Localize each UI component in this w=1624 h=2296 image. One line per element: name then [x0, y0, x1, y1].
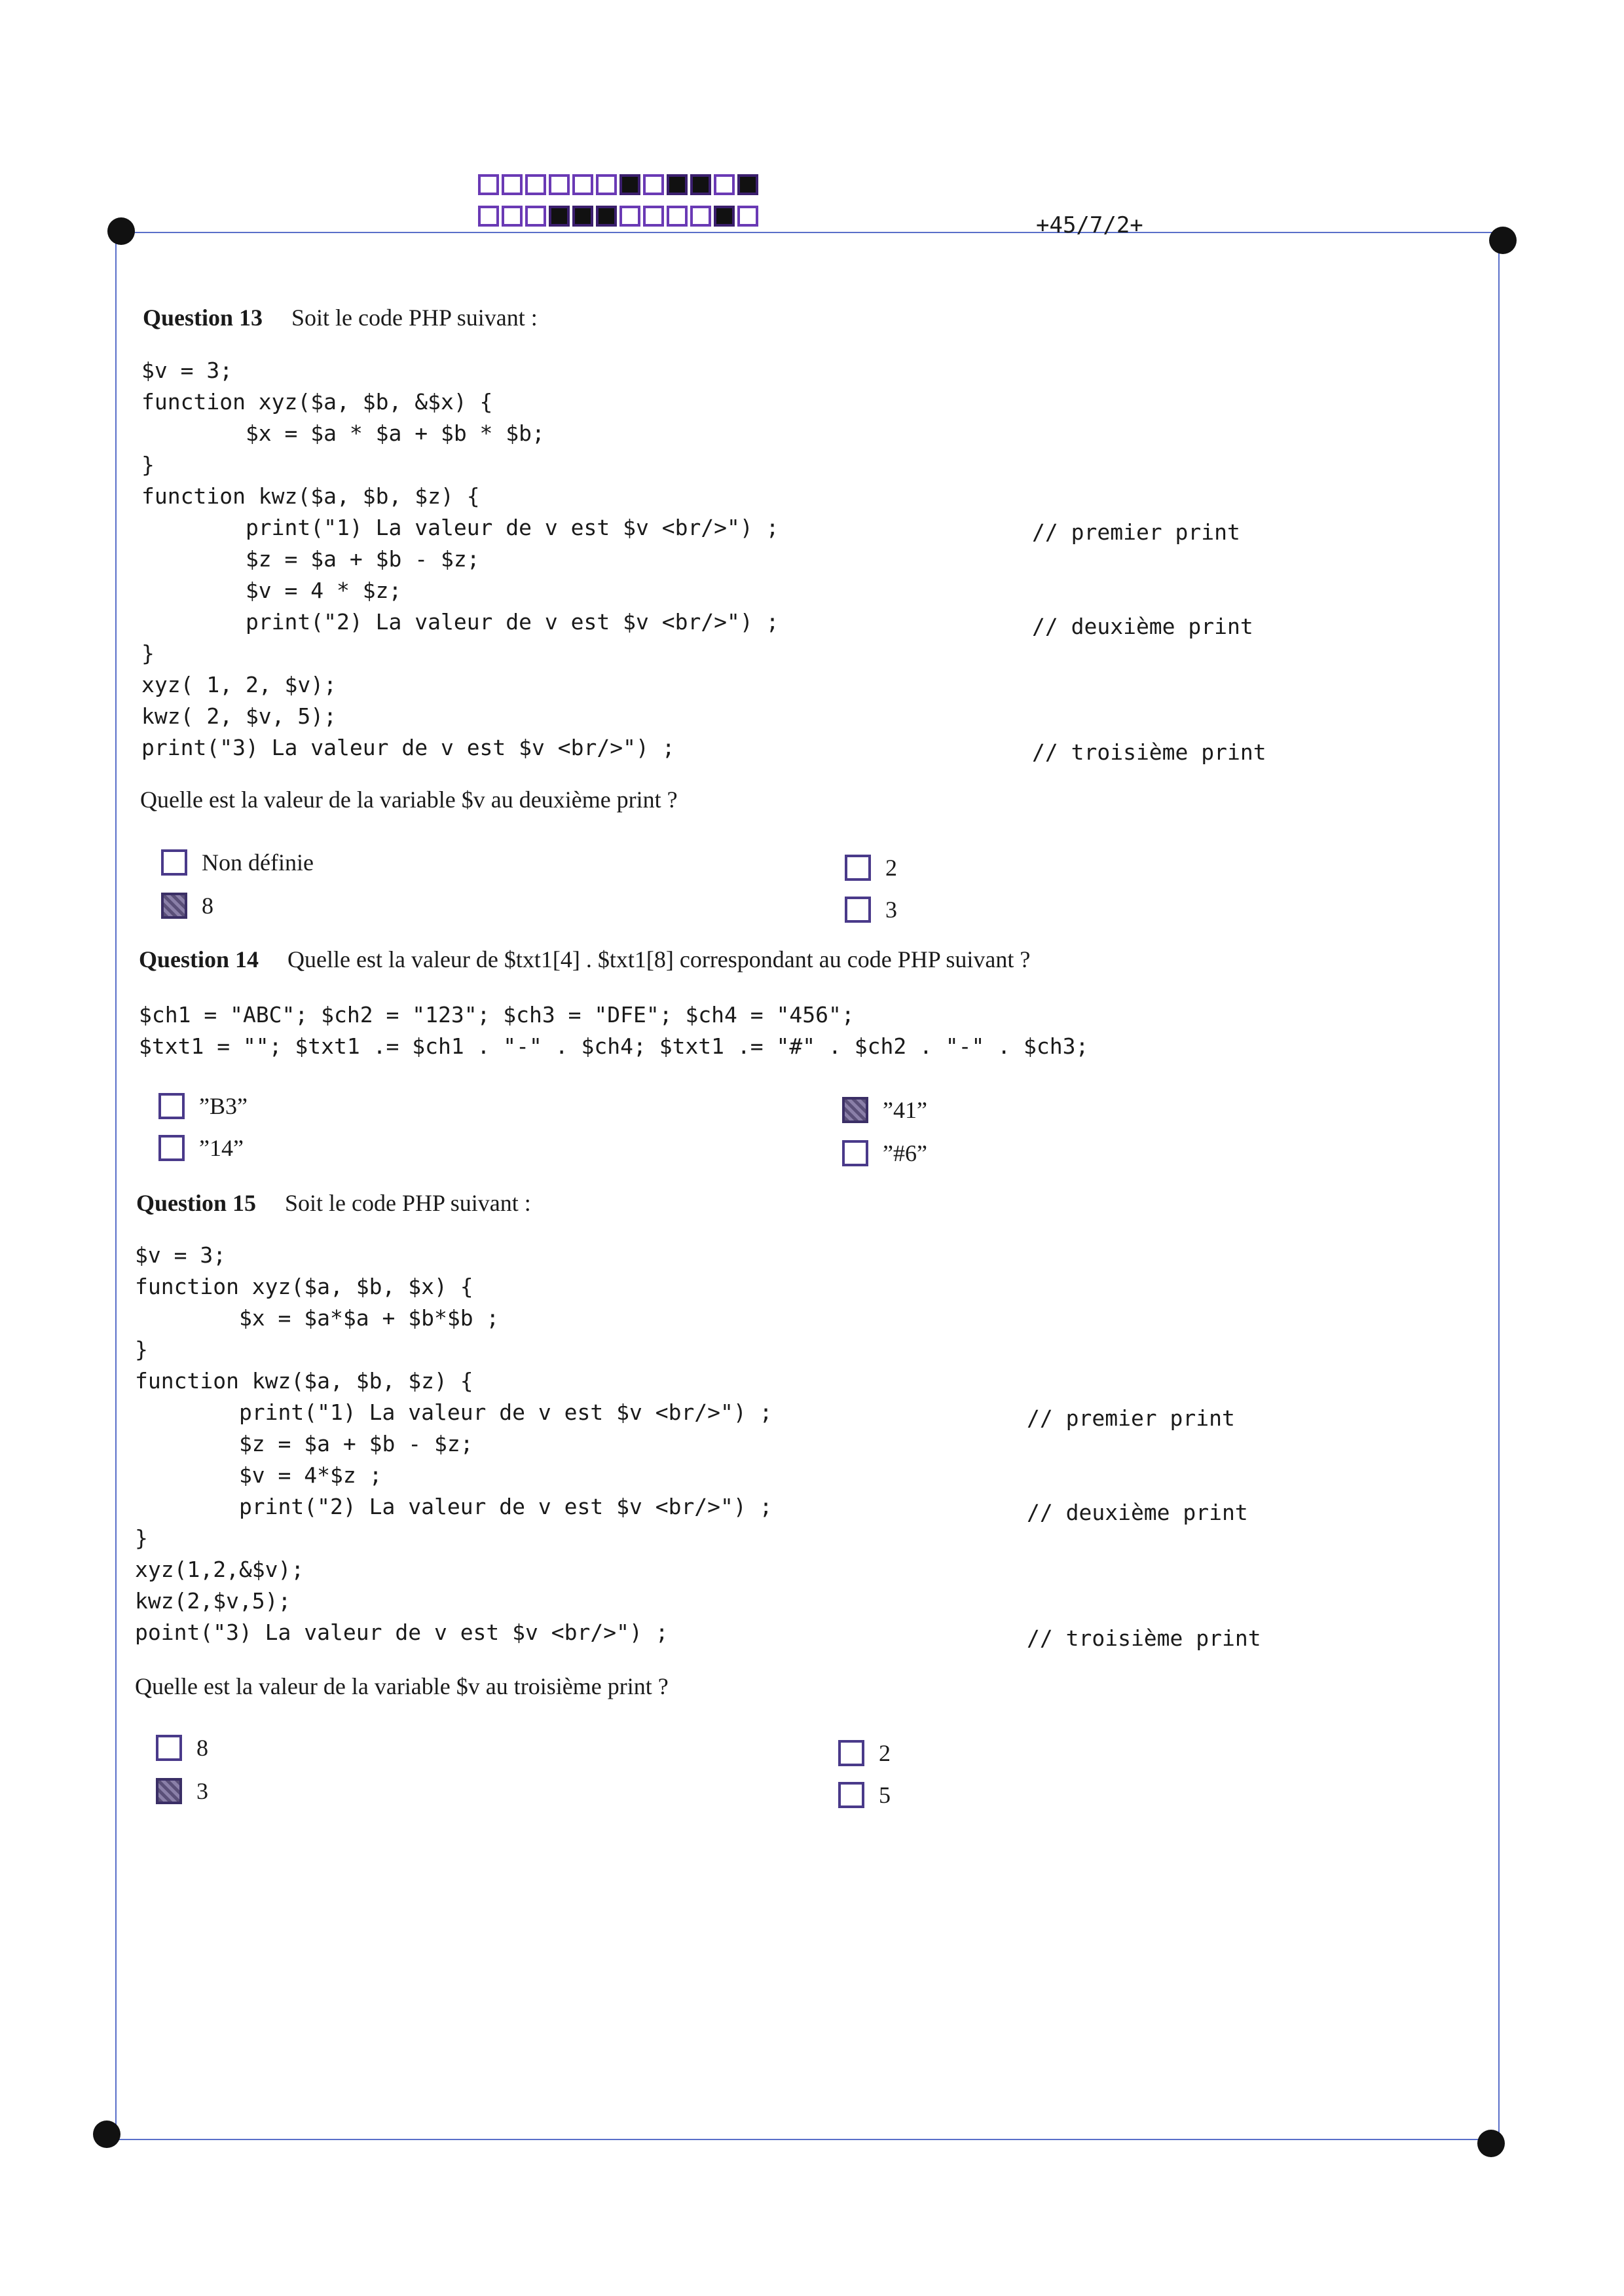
frame-bottom-line: [107, 2139, 1493, 2140]
barcode-cell: [643, 206, 664, 227]
barcode-row-2: [478, 206, 758, 227]
barcode-cell: [502, 174, 523, 195]
question-13-comment-3: // troisième print: [1032, 739, 1266, 765]
frame-left-line: [115, 232, 117, 2139]
corner-mark-bottom-right: [1477, 2130, 1505, 2157]
q14-option-3-label: ”41”: [883, 1097, 927, 1123]
barcode-cell: [596, 206, 617, 227]
q13-option-8[interactable]: [161, 892, 213, 919]
barcode-cell: [572, 206, 593, 227]
q14-option-2-label: ”14”: [199, 1135, 244, 1161]
barcode-row-1: [478, 174, 758, 195]
question-15-number: Question 15: [136, 1190, 257, 1216]
barcode-cell: [572, 174, 593, 195]
frame-top-line: [120, 232, 1498, 233]
barcode-cell: [667, 206, 688, 227]
question-15-comment-2: // deuxième print: [1027, 1500, 1248, 1525]
q14-option-4-checkbox[interactable]: [842, 1140, 868, 1166]
q15-option-3[interactable]: [156, 1777, 208, 1805]
frame-right-line: [1498, 240, 1500, 2139]
barcode-cell: [690, 206, 711, 227]
question-15-comment-3: // troisième print: [1027, 1625, 1261, 1651]
barcode-cell: [667, 174, 688, 195]
q14-option-hash6[interactable]: [842, 1139, 927, 1167]
q15-option-2-label: 3: [196, 1778, 208, 1804]
q14-option-4-label: ”#6”: [883, 1140, 927, 1166]
question-13-header: [143, 304, 538, 331]
barcode-cell: [549, 206, 570, 227]
barcode-cell: [502, 206, 523, 227]
barcode-cell: [478, 174, 499, 195]
q13-option-3-label: 2: [885, 855, 897, 881]
q14-option-1-label: ”B3”: [199, 1093, 248, 1119]
q13-option-2-checkbox[interactable]: [161, 893, 187, 919]
barcode-cell: [619, 174, 640, 195]
barcode-cell: [714, 206, 735, 227]
q14-option-1-checkbox[interactable]: [158, 1093, 185, 1119]
question-13-intro: Soit le code PHP suivant :: [291, 305, 538, 331]
question-15-code: $v = 3; function xyz($a, $b, $x) { $x = $a*$a + $b*$b ; } function kwz($a, $b, $z) { print("1) La valeur de v est $v <br/>") ; $z = $a + $b - $z; $v = 4*$z ; print("2) La valeur de v est $v <br/>") ; } xyz(1,2,&$v); kwz(2,$v,5); point("3) La valeur de v est $v <br/>") ;: [135, 1242, 773, 1645]
q15-option-3-checkbox[interactable]: [838, 1740, 864, 1766]
barcode-cell: [619, 206, 640, 227]
page-id: +45/7/2+: [1036, 212, 1143, 238]
question-15-header: [136, 1189, 531, 1217]
q14-option-3-checkbox[interactable]: [842, 1097, 868, 1123]
barcode-cell: [525, 174, 546, 195]
corner-mark-top-right: [1489, 227, 1517, 254]
barcode-cell: [478, 206, 499, 227]
q14-option-b3[interactable]: [158, 1092, 248, 1120]
q13-option-4-checkbox[interactable]: [845, 897, 871, 923]
q14-option-2-checkbox[interactable]: [158, 1135, 185, 1161]
corner-mark-top-left: [107, 217, 135, 245]
q15-option-3-label: 2: [879, 1740, 891, 1766]
q13-option-2-label: 8: [202, 893, 213, 919]
barcode-cell: [737, 174, 758, 195]
q15-option-8[interactable]: [156, 1734, 208, 1762]
question-13-code: $v = 3; function xyz($a, $b, &$x) { $x = $a * $a + $b * $b; } function kwz($a, $b, $z) { print("1) La valeur de v est $v <br/>") ; $z = $a + $b - $z; $v = 4 * $z; print("2) La valeur de v est $v <br/>") ; } xyz( 1, 2, $v); kwz( 2, $v, 5); print("3) La valeur de v est $v <br/>") ;: [141, 358, 779, 760]
q15-option-2[interactable]: [838, 1739, 891, 1767]
question-15-intro: Soit le code PHP suivant :: [285, 1190, 531, 1216]
question-14-header: [139, 946, 1030, 973]
q15-option-5[interactable]: [838, 1781, 891, 1809]
barcode-cell: [525, 206, 546, 227]
question-13-number: Question 13: [143, 305, 263, 331]
q15-option-1-label: 8: [196, 1735, 208, 1761]
q14-option-14[interactable]: [158, 1134, 244, 1162]
barcode-cell: [549, 174, 570, 195]
q15-option-1-checkbox[interactable]: [156, 1735, 182, 1761]
barcode-cell: [737, 206, 758, 227]
q15-option-4-checkbox[interactable]: [838, 1782, 864, 1808]
question-14-intro: Quelle est la valeur de $txt1[4] . $txt1[8] correspondant au code PHP suivant ?: [287, 946, 1031, 972]
barcode-cell: [596, 174, 617, 195]
question-14-number: Question 14: [139, 946, 259, 972]
q13-option-1-label: Non définie: [202, 849, 314, 876]
q13-option-1-checkbox[interactable]: [161, 849, 187, 876]
q15-option-2-checkbox[interactable]: [156, 1778, 182, 1804]
barcode-cell: [643, 174, 664, 195]
barcode-cell: [690, 174, 711, 195]
question-13-prompt: Quelle est la valeur de la variable $v au deuxième print ?: [140, 787, 678, 813]
question-14-code: $ch1 = "ABC"; $ch2 = "123"; $ch3 = "DFE"; $ch4 = "456"; $txt1 = ""; $txt1 .= $ch1 . "-" . $ch4; $txt1 .= "#" . $ch2 . "-" . $ch3;: [139, 1002, 1089, 1059]
q13-option-2[interactable]: [845, 854, 897, 881]
q15-option-4-label: 5: [879, 1782, 891, 1808]
question-15-comment-1: // premier print: [1027, 1405, 1235, 1431]
q14-option-41[interactable]: [842, 1096, 927, 1124]
question-13-comment-1: // premier print: [1032, 519, 1240, 545]
q13-option-3[interactable]: [845, 896, 897, 923]
q13-option-3-checkbox[interactable]: [845, 855, 871, 881]
question-13-comment-2: // deuxième print: [1032, 614, 1253, 639]
corner-mark-bottom-left: [93, 2120, 120, 2148]
q13-option-non-definie[interactable]: [161, 849, 314, 876]
barcode-cell: [714, 174, 735, 195]
q13-option-4-label: 3: [885, 897, 897, 923]
question-15-prompt: Quelle est la valeur de la variable $v au troisième print ?: [135, 1673, 669, 1699]
